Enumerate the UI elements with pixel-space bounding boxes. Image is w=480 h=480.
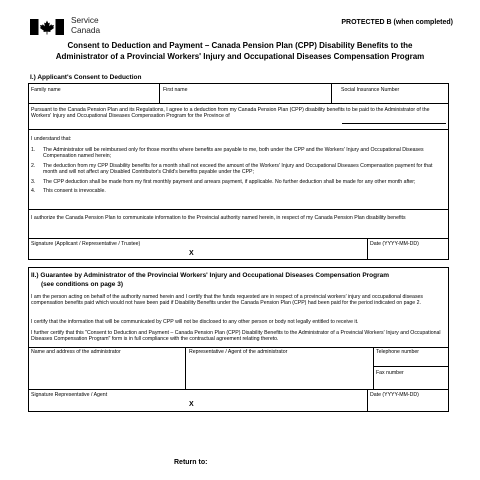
guarantee-para-3: I further certify that this "Consent to Deduction and Payment – Canada Pension Plan (CPP) Disability Benefits to the Administrator of a Provincial Workers' Injury and Occupational Diseases Compensation Program" form is in full compliance with the contractual agreement relating thereto. (31, 330, 441, 343)
authorize-text: I authorize the Canada Pension Plan to communicate information to the Provincial authority named herein, in respect of my Canada Pension Plan disability benefits (31, 215, 406, 221)
fax-label: Fax number (376, 370, 404, 376)
divider (29, 129, 448, 130)
section-1-box (28, 83, 449, 260)
section-2-box (28, 267, 449, 412)
divider (185, 347, 186, 389)
org-line-2: Canada (71, 25, 101, 35)
condition-item: 1. The Administrator will be reimbursed only for those months where benefits are payable to me, both under the CPP and the Workers' Injury and Occupational Diseases Compensation named herein; (31, 147, 424, 160)
rep-date-field[interactable] (367, 389, 448, 411)
org-line-1: Service (71, 15, 99, 25)
fax-field[interactable] (373, 367, 448, 389)
guarantee-para-1: I am the person acting on behalf of the authority named herein and I certify that the funds requested are in respect of a provincial workers' injury and occupational diseases compensation benefits paid which would not have been paid if Disability Benefits under the Canada Pension Plan (CPP) had been paid for the period indicated on page 2. (31, 294, 424, 307)
sin-field[interactable] (331, 84, 448, 103)
applicant-signature-label: Signature (Applicant / Representative / Trustee) (31, 241, 141, 247)
section-1-heading: I.) Applicant's Consent to Deduction (30, 74, 142, 81)
section-2-subheading: (see conditions on page 3) (41, 281, 123, 288)
family-name-label: Family name (31, 87, 61, 93)
conditions-list (31, 147, 441, 197)
sin-label: Social Insurance Number (341, 87, 400, 93)
rep-agent-label: Representative / Agent of the administrator (189, 349, 288, 355)
condition-item: 3. The CPP deduction shall be made from my first monthly payment and arrears payment, if applicable. No further deduction shall be made for any other month after; (31, 178, 416, 185)
applicant-date-label: Date (YYYY-MM-DD) (370, 241, 419, 247)
admin-name-label: Name and address of the administrator (31, 349, 121, 355)
telephone-field[interactable] (373, 347, 448, 366)
rep-agent-field[interactable] (185, 347, 373, 389)
rep-signature-label: Signature Representative / Agent (31, 392, 108, 398)
guarantee-para-2: I certify that the information that will be communicated by CPP will not be disclosed to any other person or body not legally entitled to receive it. (31, 319, 359, 325)
first-name-label: First name (163, 87, 188, 93)
telephone-label: Telephone number (376, 349, 419, 355)
admin-name-field[interactable] (29, 347, 185, 389)
condition-item: 2. The deduction from my CPP Disability benefits for a month shall not exceed the amount of the Workers' Injury and Occupational Diseases Compensation payment for that month and will not affect any Disabled Contributor's Child's benefits payable under the CPP; (31, 162, 433, 176)
pursuant-text: Pursuant to the Canada Pension Plan and its Regulations, I agree to a deduction from my Canada Pension Plan (CPP) disability benefits to be paid to the Administrator of the Workers' Injury and Occupational Diseases Compensation Program for the Province of (31, 107, 430, 120)
signature-x-mark: X (189, 250, 194, 257)
applicant-signature-field[interactable] (29, 238, 367, 260)
signature-x-mark: X (189, 401, 194, 408)
title-line-1: Consent to Deduction and Payment – Canada Pension Plan (CPP) Disability Benefits to the (67, 41, 413, 50)
family-name-field[interactable] (29, 84, 159, 103)
divider (331, 84, 332, 103)
rep-signature-field[interactable] (29, 389, 367, 411)
rep-date-label: Date (YYYY-MM-DD) (370, 392, 419, 398)
protected-label: PROTECTED B (when completed) (341, 19, 453, 26)
condition-item: 4. This consent is irrevocable. (31, 188, 106, 195)
divider (29, 103, 448, 104)
divider (373, 347, 374, 389)
province-line[interactable] (342, 123, 446, 124)
section-2-heading: II.) Guarantee by Administrator of the Provincial Workers' Injury and Occupational Diseases Compensation Program (31, 272, 390, 279)
divider (159, 84, 160, 103)
return-to-label: Return to: (174, 459, 208, 466)
applicant-date-field[interactable] (367, 238, 448, 260)
title-line-2: Administrator of a Provincial Workers' Injury and Occupational Diseases Compensation Program (55, 51, 425, 61)
canada-flag-icon (30, 19, 64, 35)
page-title (30, 41, 450, 62)
divider (373, 366, 448, 367)
first-name-field[interactable] (159, 84, 331, 103)
understand-text: I understand that: (31, 136, 72, 142)
org-wordmark (71, 15, 100, 35)
divider (29, 209, 448, 210)
